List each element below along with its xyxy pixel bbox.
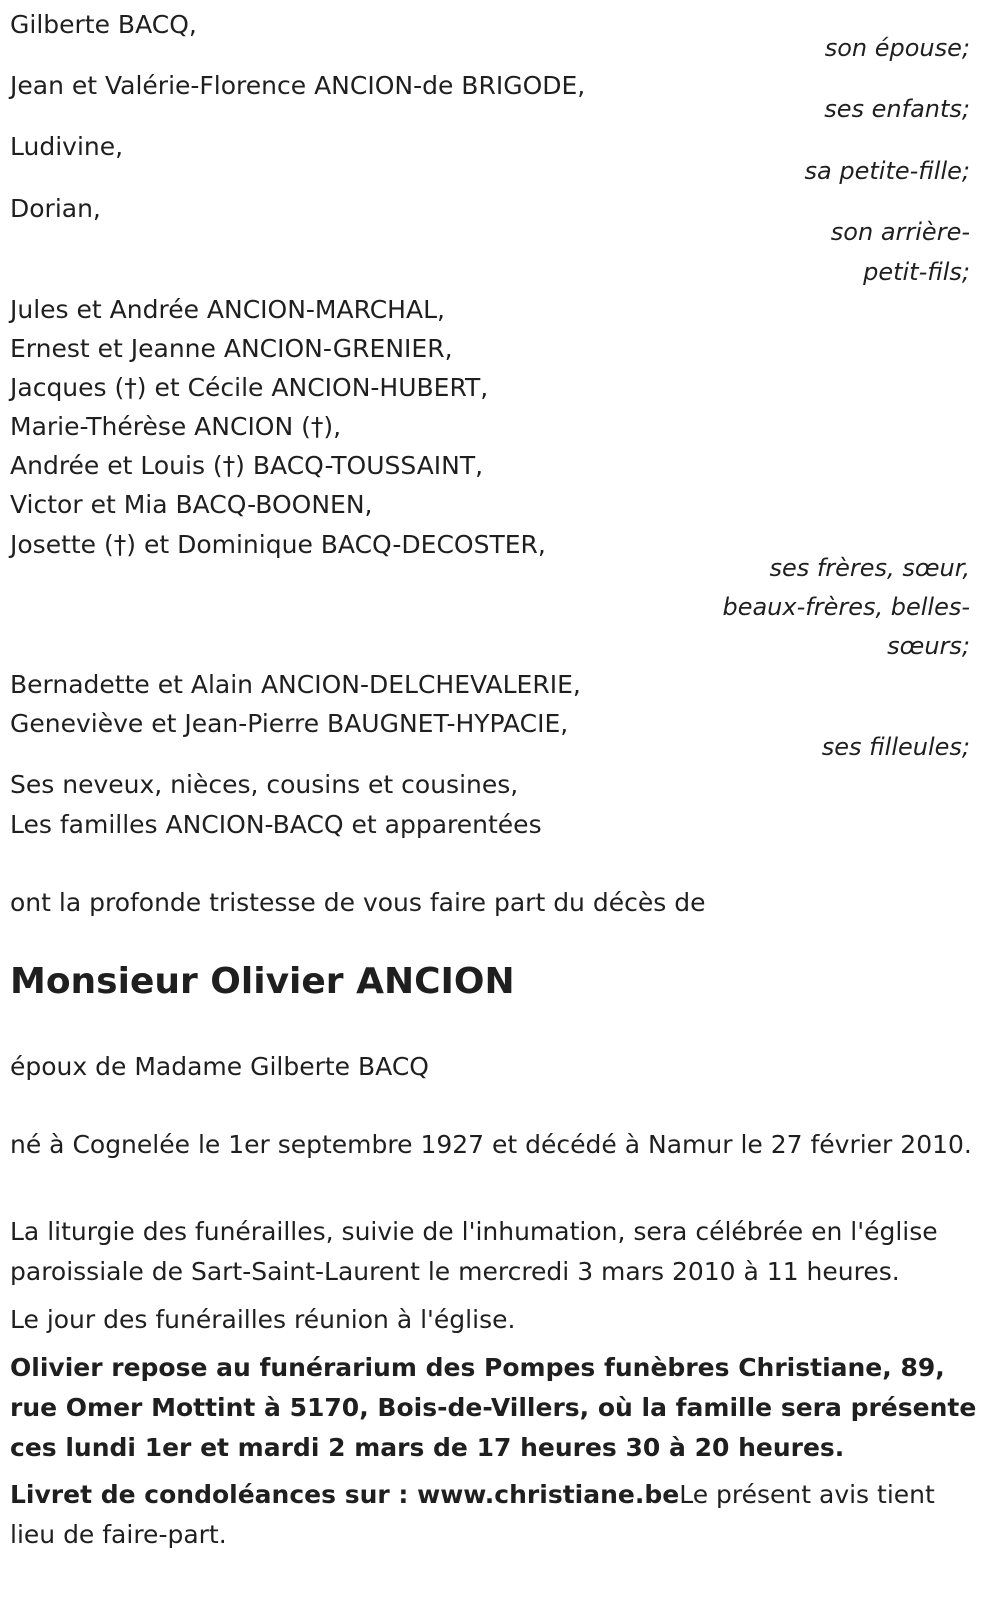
family-name: Ludivine, [10,132,124,161]
family-name: Ernest et Jeanne ANCION-GRENIER, [10,334,453,363]
family-name: Andrée et Louis (†) BACQ-TOUSSAINT, [10,451,484,480]
family-name: Gilberte BACQ, [10,10,197,39]
family-relation: ses enfants; [824,95,970,123]
family-name: Jean et Valérie-Florence ANCION-de BRIGODE, [10,71,586,100]
family-name: Josette (†) et Dominique BACQ-DECOSTER, [10,530,546,559]
birth-death-text: né à Cognelée le 1er septembre 1927 et décédé à Namur le 27 février 2010. [10,1130,972,1159]
deceased-name: Monsieur Olivier ANCION [10,961,515,1002]
family-relation: son arrière- [830,218,970,246]
family-name: Jacques (†) et Cécile ANCION-HUBERT, [10,373,489,402]
announcement-text: ont la profonde tristesse de vous faire part du décès de [10,888,706,917]
family-relation: ses filleules; [821,733,970,761]
family-name: Marie-Thérèse ANCION (†), [10,412,342,441]
family-relation: sa petite-fille; [804,157,970,185]
family-name: Bernadette et Alain ANCION-DELCHEVALERIE, [10,670,581,699]
visitation-text: Olivier repose au funérarium des Pompes funèbres Christiane, 89, rue Omer Mottint à 5170, Bois-de-Villers, où la famille sera présente ces lundi 1er et mardi 2 mars de 17 heures 30 à 20 heures. [10,1353,977,1462]
family-relation: sœurs; [887,632,970,660]
family-relation: ses frères, sœur, [769,554,970,582]
family-relation: son épouse; [824,34,970,62]
family-relation: petit-fils; [863,258,970,286]
family-name: Dorian, [10,194,101,223]
meeting-text: Le jour des funérailles réunion à l'église. [10,1305,516,1334]
condolences-label: Livret de condoléances sur : www.christiane.be [10,1480,680,1509]
family-name: Victor et Mia BACQ-BOONEN, [10,490,373,519]
spouse-line: époux de Madame Gilberte BACQ [10,1052,429,1081]
family-relation: beaux-frères, belles- [722,593,970,621]
family-name: Ses neveux, nièces, cousins et cousines, [10,770,519,799]
family-name: Les familles ANCION-BACQ et apparentées [10,810,542,839]
condolences-paragraph [10,1475,980,1555]
closing-text: Le présent avis tient lieu de faire-part. [10,1480,935,1549]
family-name: Jules et Andrée ANCION-MARCHAL, [10,295,445,324]
family-name: Geneviève et Jean-Pierre BAUGNET-HYPACIE, [10,709,569,738]
liturgy-text: La liturgie des funérailles, suivie de l'inhumation, sera célébrée en l'église paroissiale de Sart-Saint-Laurent le mercredi 3 mars 2010 à 11 heures. [10,1217,938,1286]
